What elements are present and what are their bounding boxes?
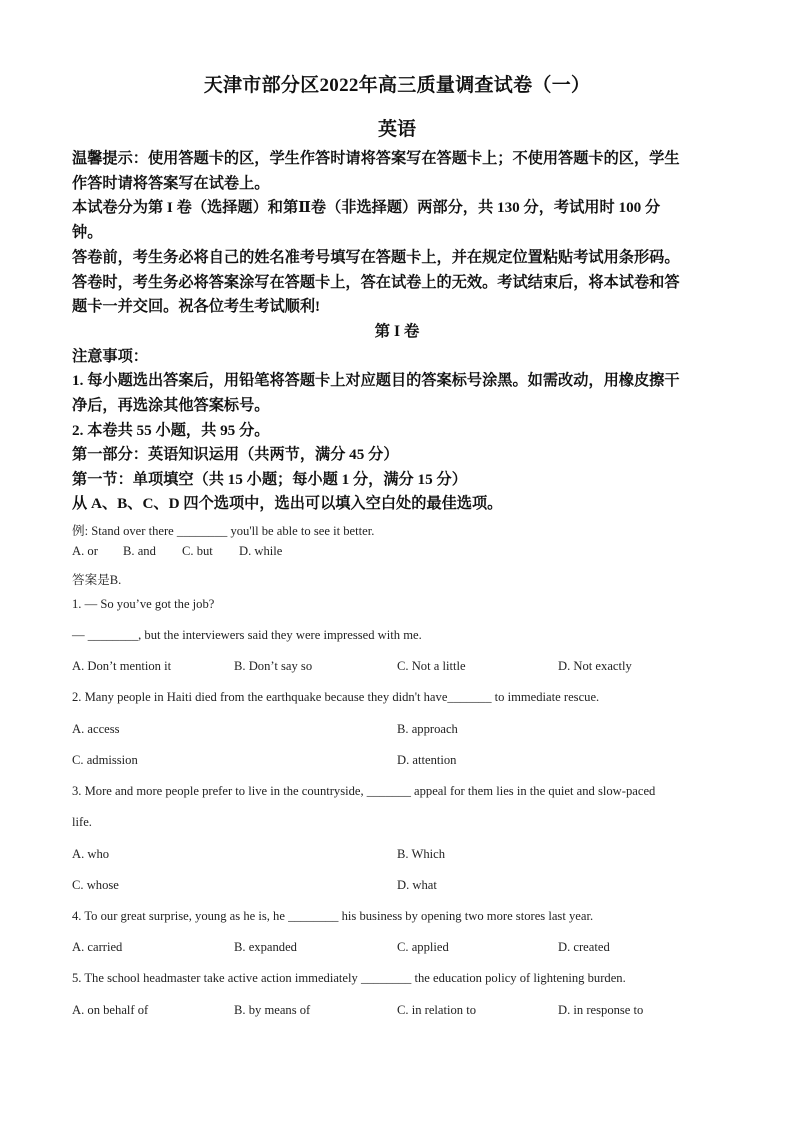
- question-stem: 3. More and more people prefer to live in the countryside, _______ appeal for them lies in the quiet and slow-paced: [72, 784, 656, 798]
- option-c: C. applied: [397, 940, 449, 954]
- instruction-line: 答卷时，考生务必将答案涂写在答题卡上，答在试卷上的无效。考试结束后，将本试卷和答: [72, 274, 680, 291]
- option-c: C. Not a little: [397, 659, 466, 673]
- question-stem: 4. To our great surprise, young as he is, he ________ his business by opening two more stores last year.: [72, 909, 594, 923]
- example-question: 例: Stand over there ________ you'll be able to see it better.: [72, 524, 375, 538]
- option-b: B. by means of: [234, 1003, 311, 1017]
- section-heading: 第 I 卷: [374, 323, 420, 340]
- example-option: A. or: [72, 544, 98, 558]
- note-line: 2. 本卷共 55 小题，共 95 分。: [72, 422, 270, 439]
- question-stem: 1. — So you’ve got the job?: [72, 597, 215, 611]
- option-b: B. Which: [397, 847, 446, 861]
- notes-title: 注意事项：: [72, 348, 148, 365]
- example-option: B. and: [123, 544, 156, 558]
- option-c: C. admission: [72, 753, 138, 767]
- question-stem: 2. Many people in Haiti died from the earthquake because they didn't have_______ to immediate rescue.: [72, 690, 600, 704]
- subsection-heading: 第一节：单项填空（共 15 小题；每小题 1 分，满分 15 分）: [72, 471, 467, 488]
- instruction-line: 温馨提示：使用答题卡的区，学生作答时请将答案写在答题卡上；不使用答题卡的区，学生: [72, 150, 680, 167]
- option-c: C. whose: [72, 878, 119, 892]
- instruction-line: 题卡一并交回。祝各位考生考试顺利!: [72, 298, 321, 315]
- example-answer: 答案是B.: [72, 573, 122, 587]
- option-a: A. Don’t mention it: [72, 659, 172, 673]
- option-d: D. Not exactly: [558, 659, 632, 673]
- note-line: 净后，再选涂其他答案标号。: [72, 397, 270, 414]
- subject-title: 英语: [377, 119, 416, 140]
- question-stem: 5. The school headmaster take active action immediately ________ the education policy of lightening burden.: [72, 971, 626, 985]
- instruction-line: 本试卷分为第 I 卷（选择题）和第Ⅱ卷（非选择题）两部分，共 130 分，考试用时 100 分: [72, 199, 661, 216]
- option-a: A. access: [72, 722, 120, 736]
- option-b: B. Don’t say so: [234, 659, 313, 673]
- note-line: 1. 每小题选出答案后，用铅笔将答题卡上对应题目的答案标号涂黑。如需改动，用橡皮擦干: [72, 372, 680, 389]
- option-a: A. on behalf of: [72, 1003, 149, 1017]
- instruction-line: 作答时请将答案写在试卷上。: [72, 175, 270, 192]
- exam-title: 天津市部分区2022年高三质量调查试卷（一）: [203, 75, 591, 96]
- option-d: D. in response to: [558, 1003, 644, 1017]
- question-stem: — ________, but the interviewers said they were impressed with me.: [72, 628, 422, 642]
- option-d: D. what: [397, 878, 437, 892]
- option-d: D. attention: [397, 753, 457, 767]
- option-b: B. approach: [397, 722, 458, 736]
- option-a: A. who: [72, 847, 110, 861]
- option-c: C. in relation to: [397, 1003, 477, 1017]
- part-heading: 第一部分：英语知识运用（共两节，满分 45 分）: [72, 446, 399, 463]
- instruction-line: 答卷前，考生务必将自己的姓名准考号填写在答题卡上，并在规定位置粘贴考试用条形码。: [72, 249, 680, 266]
- option-d: D. created: [558, 940, 610, 954]
- option-a: A. carried: [72, 940, 123, 954]
- question-stem: life.: [72, 815, 92, 829]
- directions: 从 A、B、C、D 四个选项中，选出可以填入空白处的最佳选项。: [72, 495, 503, 512]
- example-option: D. while: [239, 544, 283, 558]
- option-b: B. expanded: [234, 940, 297, 954]
- example-option: C. but: [182, 544, 213, 558]
- instruction-line: 钟。: [72, 224, 103, 241]
